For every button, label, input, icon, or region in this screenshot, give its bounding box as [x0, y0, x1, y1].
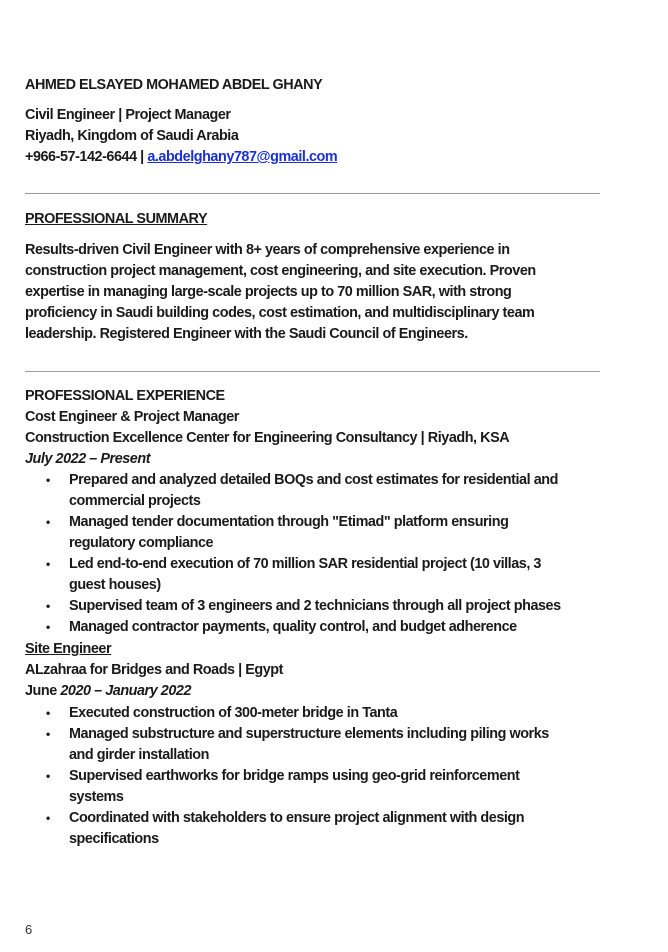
section-divider — [25, 193, 600, 194]
job-role: Site Engineer — [25, 641, 112, 657]
job-bullets — [25, 470, 629, 638]
email-link[interactable]: a.abdelghany787@gmail.com — [147, 149, 338, 165]
bullet-text: and girder installation — [69, 747, 209, 763]
list-item — [25, 703, 629, 724]
summary-line: proficiency in Saudi building codes, cost estimation, and multidisciplinary team — [25, 305, 535, 321]
bullet-text: regulatory compliance — [69, 535, 214, 551]
bullet-text: • Led end-to-end execution of 70 million SAR residential project (10 villas, 3 — [69, 556, 541, 572]
job-dates-range: 2020 – January 2022 — [60, 683, 192, 699]
job-company: Construction Excellence Center for Engineering Consultancy | Riyadh, KSA — [25, 430, 510, 446]
summary-paragraph — [25, 240, 605, 345]
page-number: 6 — [25, 922, 33, 937]
summary-line: leadership. Registered Engineer with the Saudi Council of Engineers. — [25, 326, 468, 342]
list-item — [25, 596, 629, 617]
job-title: Civil Engineer | Project Manager — [25, 107, 231, 123]
list-item — [25, 724, 629, 766]
section-divider — [25, 371, 600, 372]
bullet-text: • Managed substructure and superstructure elements including piling works — [69, 726, 549, 742]
summary-heading: PROFESSIONAL SUMMARY — [25, 211, 208, 227]
job-dates-month: June — [25, 683, 61, 699]
bullet-text: commercial projects — [69, 493, 201, 509]
list-item — [25, 617, 629, 638]
job-dates: July 2022 – Present — [25, 451, 151, 467]
job-role: Cost Engineer & Project Manager — [25, 409, 239, 425]
list-item — [25, 554, 629, 596]
phone-number: +966-57-142-6644 — [25, 149, 137, 165]
bullet-text: • Coordinated with stakeholders to ensure project alignment with design — [69, 810, 525, 826]
list-item — [25, 512, 629, 554]
job-company: ALzahraa for Bridges and Roads | Egypt — [25, 662, 283, 678]
bullet-text: • Supervised earthworks for bridge ramps using geo-grid reinforcement — [69, 768, 520, 784]
bullet-text: • Managed contractor payments, quality control, and budget adherence — [69, 619, 517, 635]
list-item — [25, 766, 629, 808]
bullet-text: • Supervised team of 3 engineers and 2 technicians through all project phases — [69, 598, 561, 614]
summary-line: Results-driven Civil Engineer with 8+ years of comprehensive experience in — [25, 242, 510, 258]
experience-heading: PROFESSIONAL EXPERIENCE — [25, 388, 225, 404]
bullet-text: • Executed construction of 300-meter bridge in Tanta — [69, 705, 398, 721]
bullet-text: • Prepared and analyzed detailed BOQs and cost estimates for residential and — [69, 472, 558, 488]
bullet-text: • Managed tender documentation through "Etimad" platform ensuring — [69, 514, 509, 530]
location: Riyadh, Kingdom of Saudi Arabia — [25, 128, 239, 144]
list-item — [25, 470, 629, 512]
candidate-name: AHMED ELSAYED MOHAMED ABDEL GHANY — [25, 77, 323, 93]
bullet-text: systems — [69, 789, 124, 805]
summary-line: expertise in managing large-scale projects up to 70 million SAR, with strong — [25, 284, 512, 300]
summary-line: construction project management, cost engineering, and site execution. Proven — [25, 263, 536, 279]
list-item — [25, 808, 629, 850]
contact-separator: | — [136, 149, 148, 165]
bullet-text: specifications — [69, 831, 159, 847]
bullet-text: guest houses) — [69, 577, 161, 593]
job-bullets — [25, 703, 629, 850]
job-dates — [25, 681, 191, 702]
contact-line — [25, 147, 337, 168]
